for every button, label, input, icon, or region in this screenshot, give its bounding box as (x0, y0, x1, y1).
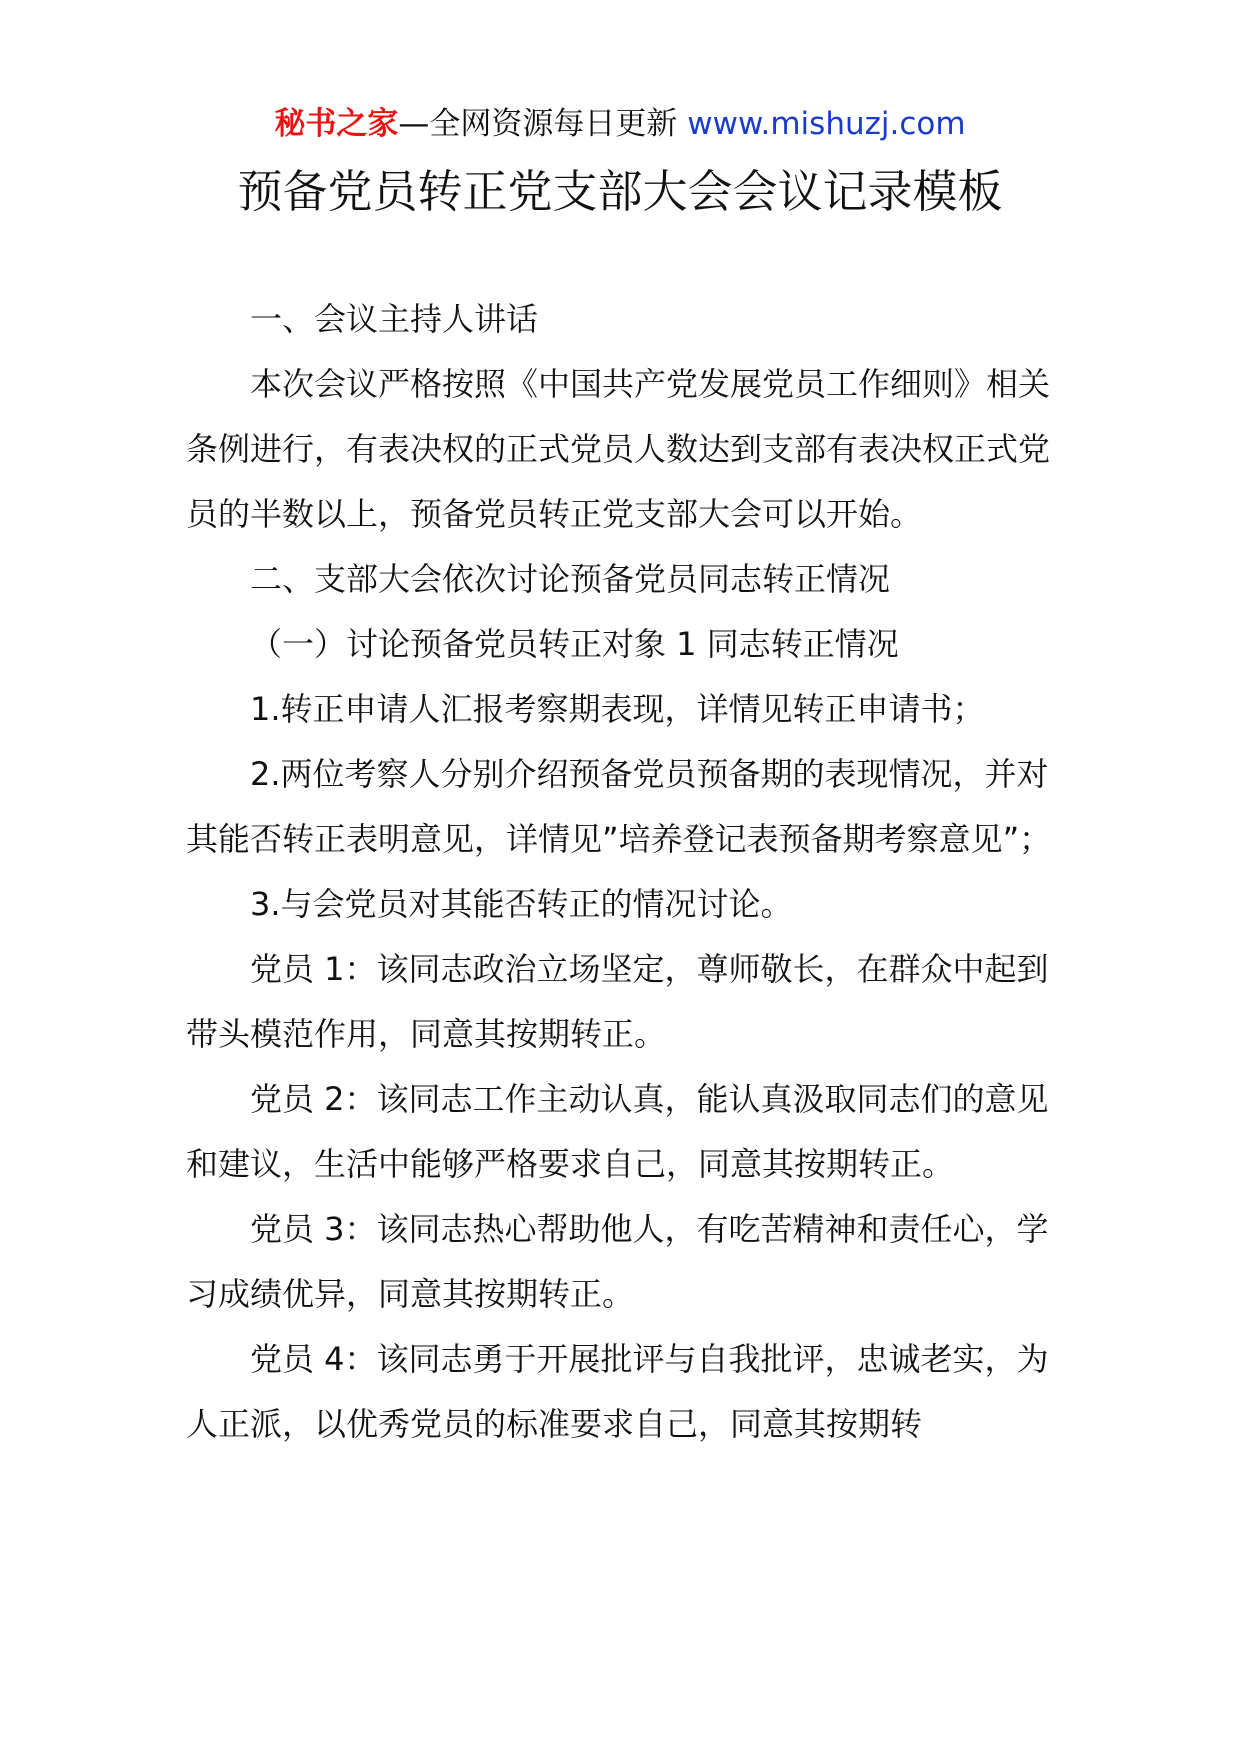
member-opinion: 党员 2：该同志工作主动认真，能认真汲取同志们的意见和建议，生活中能够严格要求自己，同意其按期转正。 (186, 1080, 1049, 1183)
source-header (0, 100, 1240, 148)
member-opinion: 党员 1：该同志政治立场坚定，尊师敬长，在群众中起到带头模范作用，同意其按期转正。 (186, 950, 1049, 1053)
brand-name: 秘书之家 (274, 106, 399, 142)
site-url-link[interactable]: www.mishuzj.com (687, 106, 966, 142)
member-opinion: 党员 4：该同志勇于开展批评与自我批评，忠诚老实，为人正派，以优秀党员的标准要求自己，同意其按期转 (186, 1340, 1049, 1443)
section-heading-discussion: 二、支部大会依次讨论预备党员同志转正情况 (250, 560, 891, 598)
section-heading-host-speech: 一、会议主持人讲话 (250, 300, 539, 338)
header-tagline: —全网资源每日更新 (398, 106, 688, 142)
list-item: 3.与会党员对其能否转正的情况讨论。 (250, 885, 793, 923)
member-opinion: 党员 3：该同志热心帮助他人，有吃苦精神和责任心，学习成绩优异，同意其按期转正。 (186, 1210, 1049, 1313)
document-title: 预备党员转正党支部大会会议记录模板 (237, 165, 1003, 218)
body-paragraph: 本次会议严格按照《中国共产党发展党员工作细则》相关条例进行，有表决权的正式党员人数达到支部有表决权正式党员的半数以上，预备党员转正党支部大会可以开始。 (186, 365, 1051, 533)
list-item: 1.转正申请人汇报考察期表现，详情见转正申请书； (250, 690, 985, 728)
document-body (186, 287, 1056, 1457)
list-item: 2.两位考察人分别介绍预备党员预备期的表现情况，并对其能否转正表明意见，详情见”培养登记表预备期考察意见”； (186, 755, 1052, 858)
subsection-heading: （一）讨论预备党员转正对象 1 同志转正情况 (250, 625, 899, 663)
